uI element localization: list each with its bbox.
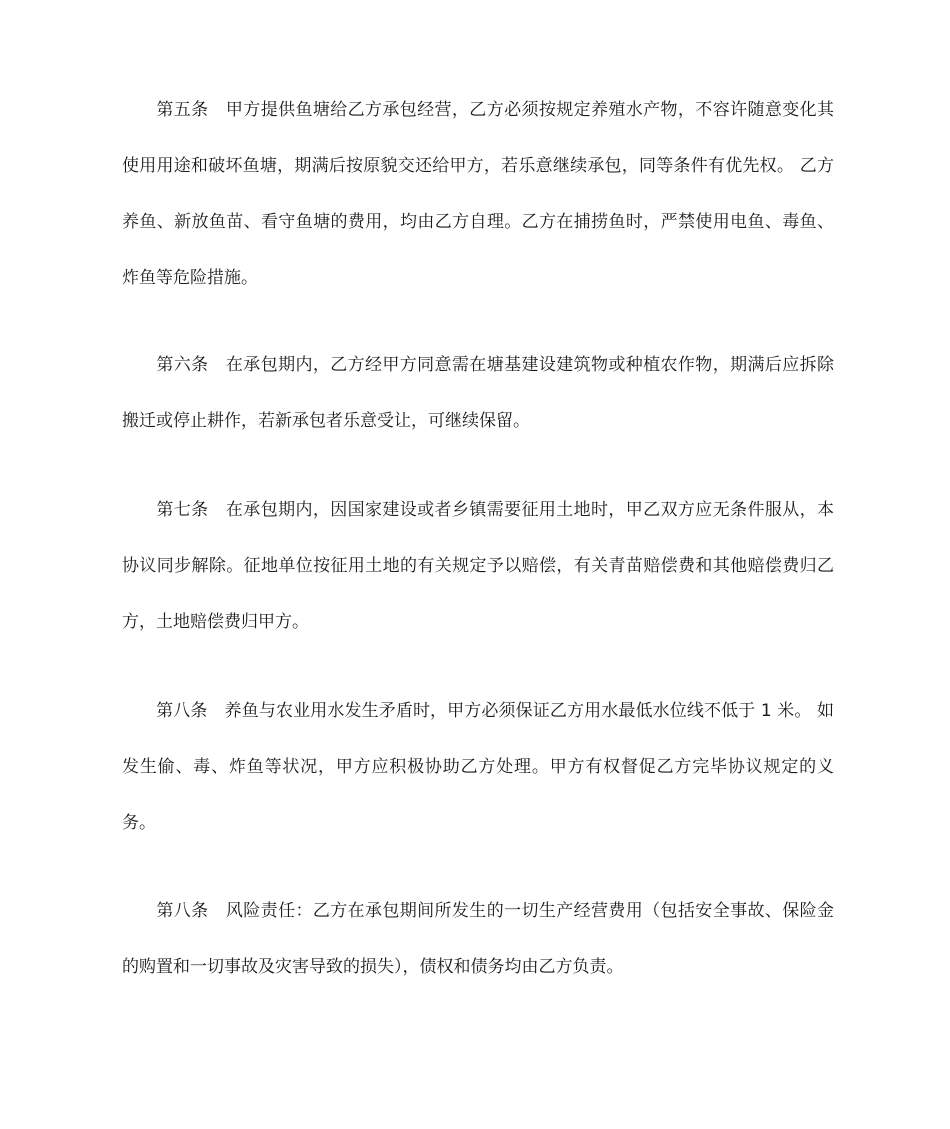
article-8-paragraph — [122, 683, 834, 851]
article-8-risk-paragraph — [122, 883, 834, 995]
article-7-text: 第七条 在承包期内，因国家建设或者乡镇需要征用土地时，甲乙双方应无条件服从，本协议同步解除。征地单位按征用土地的有关规定予以赔偿，有关青苗赔偿费和其他赔偿费归乙方，土地赔偿费归甲方。 — [122, 500, 834, 632]
article-8-risk-text: 第八条 风险责任：乙方在承包期间所发生的一切生产经营费用（包括安全事故、保险金的购置和一切事故及灾害导致的损失），债权和债务均由乙方负责。 — [122, 901, 834, 977]
article-5-text: 第五条 甲方提供鱼塘给乙方承包经营，乙方必须按规定养殖水产物，不容许随意变化其使用用途和破坏鱼塘，期满后按原貌交还给甲方，若乐意继续承包，同等条件有优先权。 乙方养鱼、新放鱼苗、看守鱼塘的费用，均由乙方自理。乙方在捕捞鱼时，严禁使用电鱼、毒鱼、炸鱼等危险措施。 — [122, 100, 834, 288]
article-5-paragraph — [122, 82, 834, 306]
article-6-paragraph — [122, 337, 834, 449]
article-7-paragraph — [122, 482, 834, 650]
article-8-text: 第八条 养鱼与农业用水发生矛盾时，甲方必须保证乙方用水最低水位线不低于 1 米。 如发生偷、毒、炸鱼等状况，甲方应积极协助乙方处理。甲方有权督促乙方完毕协议规定的义务。 — [122, 701, 834, 833]
article-6-text: 第六条 在承包期内，乙方经甲方同意需在塘基建设建筑物或种植农作物，期满后应拆除搬迁或停止耕作，若新承包者乐意受让，可继续保留。 — [122, 355, 834, 431]
